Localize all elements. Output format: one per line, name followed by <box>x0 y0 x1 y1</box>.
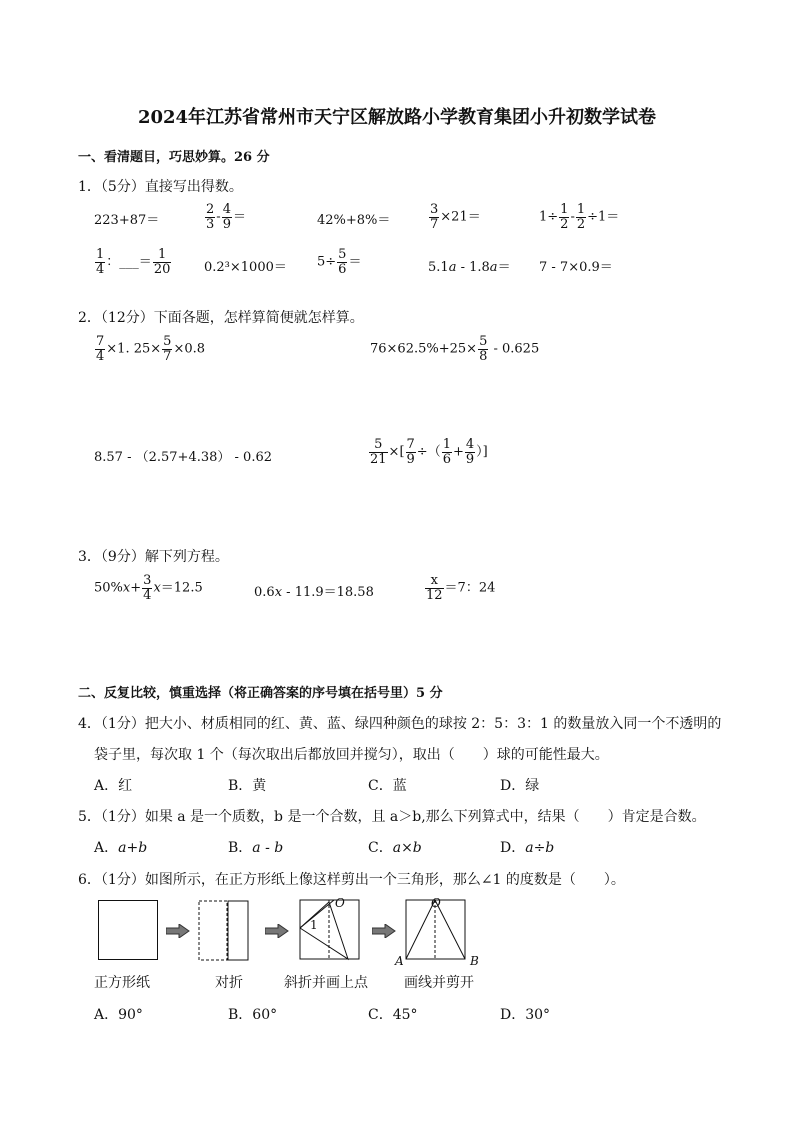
square-paper <box>98 900 158 960</box>
caption-cut: 画线并剪开 <box>404 975 474 991</box>
q1-r2-c: 5÷ $\frac{5}{6}$ ＝ <box>317 247 362 277</box>
q6-stem: 6．（1分）如图所示，在正方形纸上像这样剪出一个三角形，那么∠1 的度数是（ ）。 <box>78 872 625 888</box>
folded-paper <box>198 900 250 962</box>
q5-option-a: A．a+b <box>94 840 148 856</box>
q6-option-d: D．30° <box>500 1007 551 1023</box>
q3-e2: 0.6x - 11.9＝18.58 <box>254 585 374 600</box>
q4-line2: 袋子里，每次取 1 个（每次取出后都放回并搅匀），取出（ ）球的可能性最大。 <box>94 747 609 763</box>
q1-r1-d: $\frac{3}{7}$ ×21＝ <box>430 202 481 232</box>
q4-line1: 4．（1分）把大小、材质相同的红、黄、蓝、绿四种颜色的球按 2：5：3：1 的数量放入同一个不透明的 <box>78 716 722 732</box>
q3-stem: 3．（9分）解下列方程。 <box>78 549 229 565</box>
arrow-right-icon <box>265 924 289 938</box>
caption-diagonal-fold: 斜折并画上点 <box>284 975 368 991</box>
q4-option-a: A．红 <box>94 778 133 794</box>
q4-option-b: B．黄 <box>228 778 267 794</box>
q3-e1: 50%x+ $\frac{3}{4}$ x＝12.5 <box>94 573 203 603</box>
label-b: B <box>470 954 479 968</box>
q6-option-c: C．45° <box>368 1007 418 1023</box>
q6-option-a: A．90° <box>94 1007 143 1023</box>
arrow-right-icon <box>372 924 396 938</box>
q2-stem: 2．（12分）下面各题，怎样算简便就怎样算。 <box>78 310 364 326</box>
section-1-heading: 一、看清题目，巧思妙算。26 分 <box>78 150 270 165</box>
caption-fold: 对折 <box>215 975 243 991</box>
page-title: 2024年江苏省常州市天宁区解放路小学教育集团小升初数学试卷 <box>137 107 657 128</box>
label-o: O <box>335 896 345 910</box>
q1-r1-b: $\frac{2}{3}$ - $\frac{4}{9}$ ＝ <box>206 202 246 232</box>
angle-1-label: 1 <box>310 918 318 932</box>
q1-r1-e: 1÷ $\frac{1}{2}$ - $\frac{1}{2}$ ÷1＝ <box>539 202 620 232</box>
q2-p4: $\frac{5}{21}$ ×[ $\frac{7}{9}$ ÷（ $\frac{1}{6}$ + $\frac{4}{9}$ ）] <box>370 437 488 467</box>
arrow-right-icon <box>166 924 190 938</box>
q1-stem: 1．（5分）直接写出得数。 <box>78 179 243 195</box>
section-2-heading: 二、反复比较，慎重选择（将正确答案的序号填在括号里）5 分 <box>78 686 443 701</box>
q1-r1-a: 223+87＝ <box>94 213 160 228</box>
caption-square: 正方形纸 <box>94 975 150 991</box>
q6-option-b: B．60° <box>228 1007 278 1023</box>
q1-r2-d: 5.1a - 1.8a＝ <box>428 260 511 275</box>
q5-stem: 5．（1分）如果 a 是一个质数，b 是一个合数，且 a＞b,那么下列算式中，结果（ ）肯定是合数。 <box>78 809 706 825</box>
label-a: A <box>395 954 404 968</box>
q1-r2-b: 0.2³×1000＝ <box>204 260 287 275</box>
q5-option-b: B．a - b <box>228 840 284 856</box>
q1-r1-c: 42%+8%＝ <box>317 213 391 228</box>
q2-p1: $\frac{7}{4}$ ×1. 25× $\frac{5}{7}$ ×0.8 <box>96 334 206 364</box>
diagonal-fold-paper <box>298 898 362 962</box>
q4-option-c: C．蓝 <box>368 778 407 794</box>
q1-r2-e: 7 - 7×0.9＝ <box>539 260 613 275</box>
q3-e3: $\frac{x}{12}$ ＝7：24 <box>426 573 496 603</box>
q2-p2: 76×62.5%+25× $\frac{5}{8}$ - 0.625 <box>370 334 540 364</box>
q5-option-c: C．a×b <box>368 840 422 856</box>
q1-r2-a: $\frac{1}{4}$ ：___＝ $\frac{1}{20}$ <box>96 247 171 277</box>
label-o-2: O <box>431 896 441 910</box>
q5-option-d: D．a÷b <box>500 840 555 856</box>
q2-p3: 8.57 - （2.57+4.38） - 0.62 <box>94 450 272 465</box>
q4-option-d: D．绿 <box>500 778 540 794</box>
